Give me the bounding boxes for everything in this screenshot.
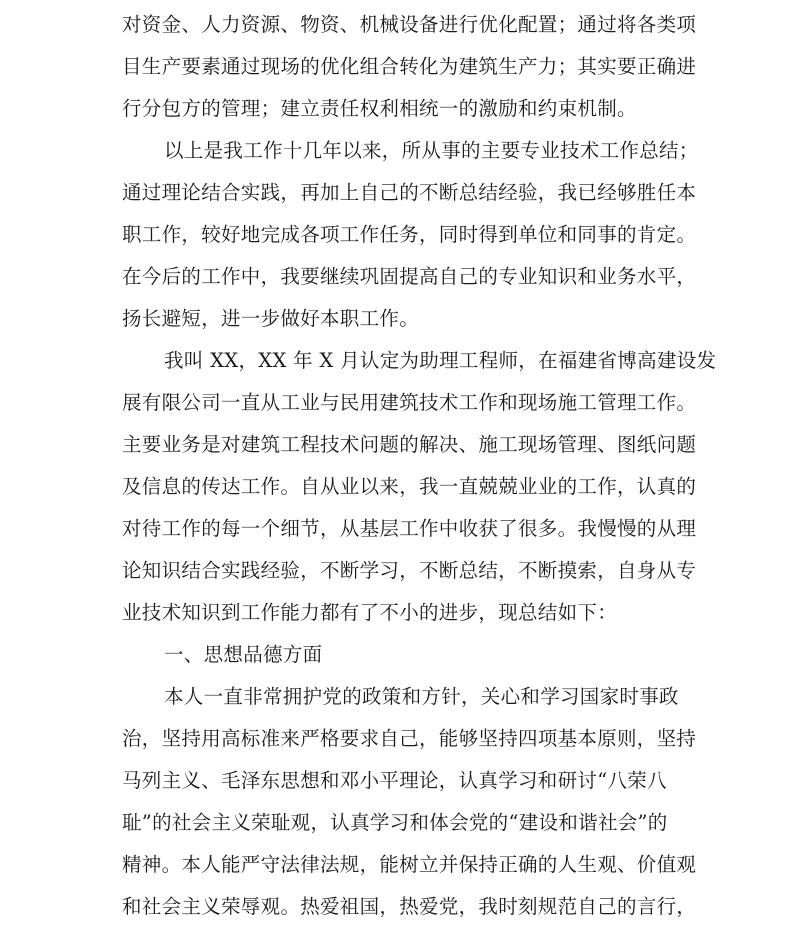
text-line: 对待工作的每一个细节，从基层工作中收获了很多。我慢慢的从理 — [122, 517, 697, 540]
text-line: 在今后的工作中，我要继续巩固提高自己的专业知识和业务水平， — [122, 265, 697, 288]
text-line: 及信息的传达工作。自从业以来，我一直兢兢业业的工作，认真的 — [122, 475, 697, 498]
text-line: 行分包方的管理；建立责任权利相统一的激励和约束机制。 — [122, 97, 637, 120]
section-heading: 一、思想品德方面 — [164, 643, 323, 666]
text-line: 职工作，较好地完成各项工作任务，同时得到单位和同事的肯定。 — [122, 223, 697, 246]
text-line: 对资金、人力资源、物资、机械设备进行优化配置；通过将各类项 — [122, 13, 697, 36]
text-line: 通过理论结合实践，再加上自己的不断总结经验，我已经够胜任本 — [122, 181, 697, 204]
text-line: 目生产要素通过现场的优化组合转化为建筑生产力；其实要正确进 — [122, 55, 697, 78]
text-line: 扬长避短，进一步做好本职工作。 — [122, 307, 420, 330]
text-line: 和社会主义荣辱观。热爱祖国，热爱党，我时刻规范自己的言行， — [122, 895, 697, 918]
text-line: 展有限公司一直从工业与民用建筑技术工作和现场施工管理工作。 — [122, 391, 697, 414]
text-line: 主要业务是对建筑工程技术问题的解决、施工现场管理、图纸问题 — [122, 433, 697, 456]
text-line: 精神。本人能严守法律法规，能树立并保持正确的人生观、价值观 — [122, 853, 697, 876]
text-line: 马列主义、毛泽东思想和邓小平理论，认真学习和研讨“八荣八 — [122, 769, 667, 792]
paragraph-first-line: 我叫 XX，XX 年 X 月认定为助理工程师，在福建省博高建设发 — [164, 349, 717, 372]
text-line: 论知识结合实践经验，不断学习，不断总结，不断摸索，自身从专 — [122, 559, 697, 582]
text-line: 耻”的社会主义荣耻观，认真学习和体会党的“建设和谐社会”的 — [122, 811, 668, 834]
text-line: 业技术知识到工作能力都有了不小的进步，现总结如下： — [122, 601, 618, 624]
paragraph-first-line: 以上是我工作十几年以来，所从事的主要专业技术工作总结； — [164, 139, 699, 162]
paragraph-first-line: 本人一直非常拥护党的政策和方针，关心和学习国家时事政 — [164, 685, 679, 708]
text-line: 治，坚持用高标准来严格要求自己，能够坚持四项基本原则，坚持 — [122, 727, 697, 750]
